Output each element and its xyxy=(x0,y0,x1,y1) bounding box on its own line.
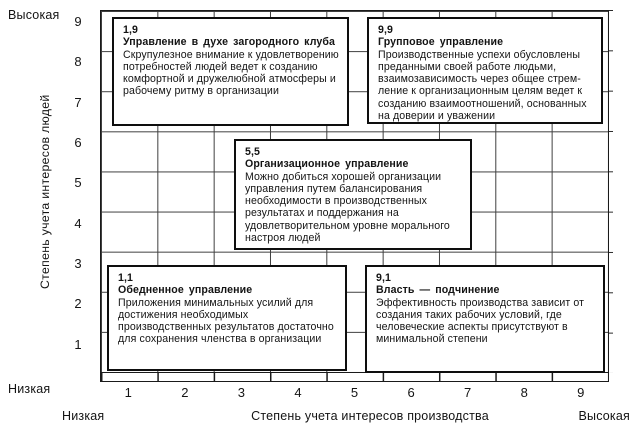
cell-title: Управление в духе загородного клуба xyxy=(123,36,336,49)
x-tick-1: 1 xyxy=(124,385,132,400)
cell-description: Эффективность производства зависит от создания таких рабочих условий, где человеческие аспекты присутствуют в минимальной степени xyxy=(376,296,585,346)
cell-coordinate: 1,1 xyxy=(118,272,134,284)
cell-coordinate: 1,9 xyxy=(123,24,139,36)
x-axis-high-label: Высокая xyxy=(578,409,630,423)
y-tick-7: 7 xyxy=(74,94,82,110)
x-axis-ticks xyxy=(100,385,609,400)
cell-title: Обедненное управление xyxy=(118,284,253,297)
x-tick-9: 9 xyxy=(577,385,585,400)
cell-title: Власть — подчинение xyxy=(376,284,500,297)
cell-box-1-9 xyxy=(112,17,349,126)
cell-description: Производственные успехи обусловлены преданными своей работе людьми, взаимозависимость через общее стремление к организационным целям ведет к созданию взаимоотношений, основанных на доверии и уважении xyxy=(378,48,587,123)
x-tick-2: 2 xyxy=(181,385,189,400)
cell-title: Организационное управление xyxy=(245,158,409,171)
cell-description: Скрупулезное внимание к удовлетворению потребностей людей ведет к созданию комфортной и дружелюбной атмосферы и рабочему ритму в организации xyxy=(123,48,339,98)
y-tick-6: 6 xyxy=(74,134,82,150)
y-axis-low-label: Низкая xyxy=(8,382,51,396)
cell-box-9-1 xyxy=(365,265,605,373)
cell-coordinate: 9,9 xyxy=(378,24,394,36)
cell-box-9-9 xyxy=(367,17,603,124)
x-axis-low-label: Низкая xyxy=(62,409,105,423)
cell-description: Можно добиться хорошей организации управления путем балансирования необходимости в производственных результатах и поддержания на удовлетворительном уровне морального настроя людей xyxy=(245,170,450,245)
x-tick-4: 4 xyxy=(294,385,302,400)
y-tick-8: 8 xyxy=(74,54,82,70)
x-tick-8: 8 xyxy=(520,385,528,400)
x-axis-title: Степень учета интересов производства xyxy=(251,409,489,423)
y-axis-high-label: Высокая xyxy=(8,8,60,22)
y-axis-ticks xyxy=(64,10,92,373)
cell-box-1-1 xyxy=(107,265,347,371)
cell-description: Приложения минимальных усилий для достижения необходимых производственных результатов достаточно для сохранения членства в организации xyxy=(118,296,334,346)
x-tick-6: 6 xyxy=(407,385,415,400)
y-tick-2: 2 xyxy=(74,296,82,312)
cell-box-5-5 xyxy=(234,139,472,250)
x-axis-ruler xyxy=(100,373,609,382)
x-tick-7: 7 xyxy=(464,385,472,400)
y-tick-5: 5 xyxy=(74,175,82,191)
y-tick-3: 3 xyxy=(74,255,82,271)
right-edge-tick-marks xyxy=(609,10,613,373)
y-axis-title: Степень учета интересов людей xyxy=(38,94,52,289)
x-tick-3: 3 xyxy=(237,385,246,400)
y-tick-4: 4 xyxy=(74,215,82,231)
y-tick-1: 1 xyxy=(74,336,82,352)
y-tick-9: 9 xyxy=(74,14,82,29)
x-tick-5: 5 xyxy=(350,385,359,400)
cell-coordinate: 9,1 xyxy=(376,272,392,284)
cell-title: Групповое управление xyxy=(378,36,504,49)
cell-coordinate: 5,5 xyxy=(245,146,261,158)
